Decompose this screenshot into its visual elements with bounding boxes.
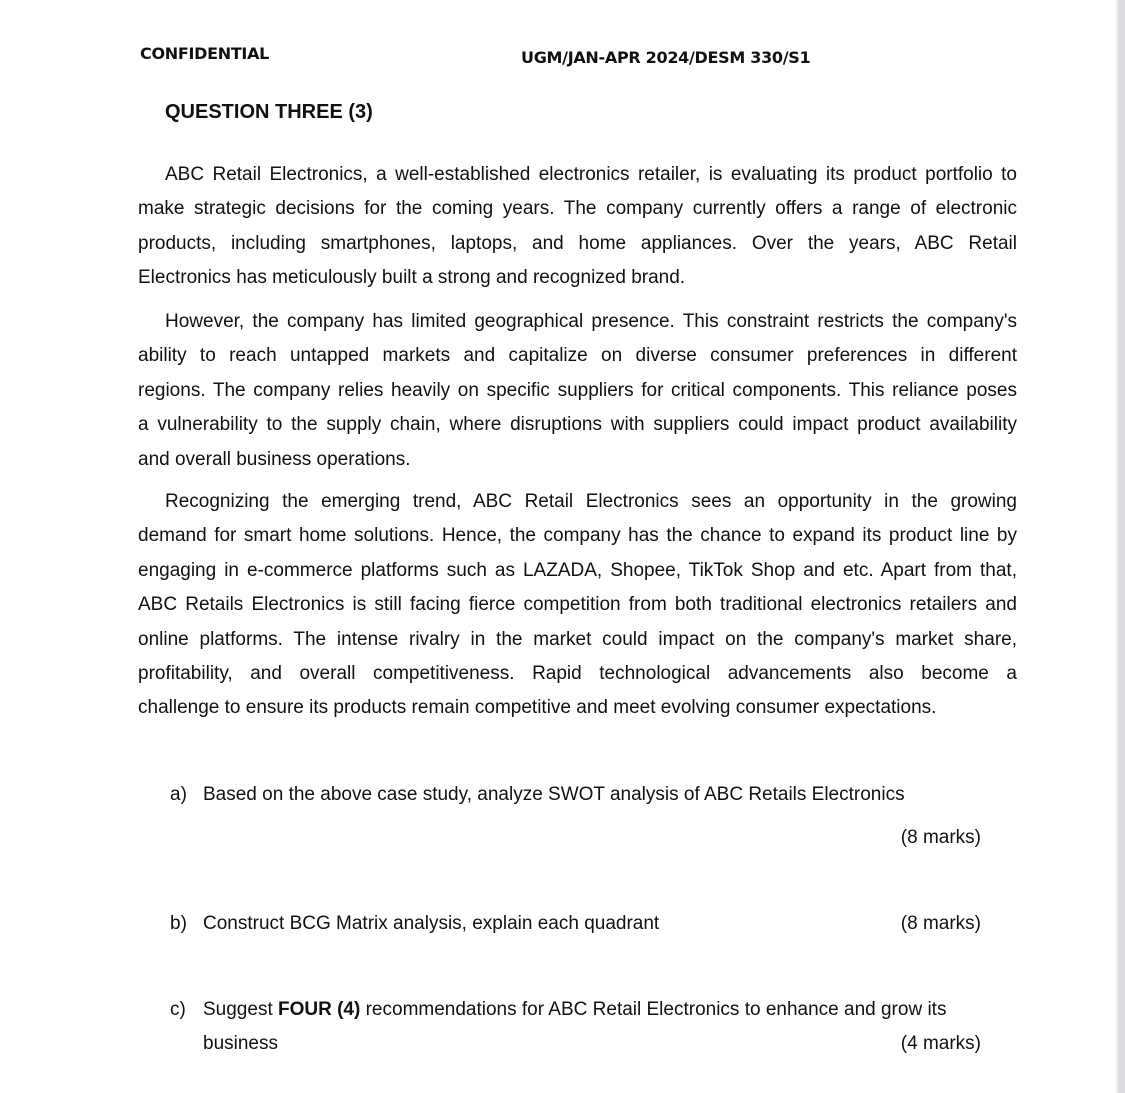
question-c-marks: (4 marks) [900, 1033, 981, 1054]
paragraph-3 [138, 485, 1017, 726]
paragraph-line: products, including smartphones, laptops, and home appliances. Over the years, ABC Retail [138, 232, 1017, 254]
page-edge-scrollbar [1116, 0, 1125, 1093]
question-c-label: c) [170, 999, 186, 1020]
paragraph-line: However, the company has limited geographical presence. This constraint restricts the company's [165, 311, 1017, 332]
paragraph-line: engaging in e-commerce platforms such as LAZADA, Shopee, TikTok Shop and etc. Apart from that, [138, 559, 1017, 581]
paragraph-1 [138, 158, 1017, 296]
question-b-marks: (8 marks) [900, 913, 981, 934]
paragraph-line: Electronics has meticulously built a strong and recognized brand. [138, 267, 686, 289]
question-c-text-bold: FOUR (4) [278, 999, 361, 1020]
question-b-text: Construct BCG Matrix analysis, explain each quadrant [203, 913, 660, 934]
paragraph-line: ABC Retails Electronics is still facing fierce competition from both traditional electronics retailers and [138, 594, 1017, 616]
paragraph-line: regions. The company relies heavily on specific suppliers for critical components. This reliance poses [138, 379, 1017, 401]
paragraph-line: ability to reach untapped markets and capitalize on diverse consumer preferences in different [138, 345, 1017, 367]
question-b-label: b) [170, 913, 187, 934]
paragraph-line: make strategic decisions for the coming years. The company currently offers a range of electronic [138, 198, 1017, 220]
question-c-text-pre: Suggest [203, 999, 278, 1020]
paragraph-line: challenge to ensure its products remain competitive and meet evolving consumer expectations. [138, 697, 937, 719]
question-c-text [203, 993, 946, 1027]
paragraph-line: Recognizing the emerging trend, ABC Retail Electronics sees an opportunity in the growing [165, 491, 1017, 512]
paragraph-line: demand for smart home solutions. Hence, the company has the chance to expand its product line by [138, 525, 1017, 547]
paragraph-line: ABC Retail Electronics, a well-established electronics retailer, is evaluating its product portfolio to [165, 164, 1017, 185]
question-a-label: a) [170, 784, 187, 805]
paragraph-line: profitability, and overall competitiveness. Rapid technological advancements also become a [138, 662, 1017, 684]
paragraph-line: online platforms. The intense rivalry in the market could impact on the company's market share, [138, 628, 1017, 650]
exam-code: UGM/JAN-APR 2024/DESM 330/S1 [521, 48, 811, 67]
question-a-text: Based on the above case study, analyze SWOT analysis of ABC Retails Electronics [203, 784, 905, 805]
question-c-text-post: recommendations for ABC Retail Electronics to enhance and grow its [360, 999, 947, 1020]
question-title: QUESTION THREE (3) [165, 101, 373, 123]
paragraph-line: and overall business operations. [138, 448, 411, 470]
confidential-label: CONFIDENTIAL [140, 44, 270, 63]
question-a-marks: (8 marks) [900, 827, 981, 848]
question-c-text-line2: business [203, 1033, 278, 1054]
paragraph-2 [138, 305, 1017, 477]
paragraph-line: a vulnerability to the supply chain, where disruptions with suppliers could impact product availability [138, 414, 1017, 436]
